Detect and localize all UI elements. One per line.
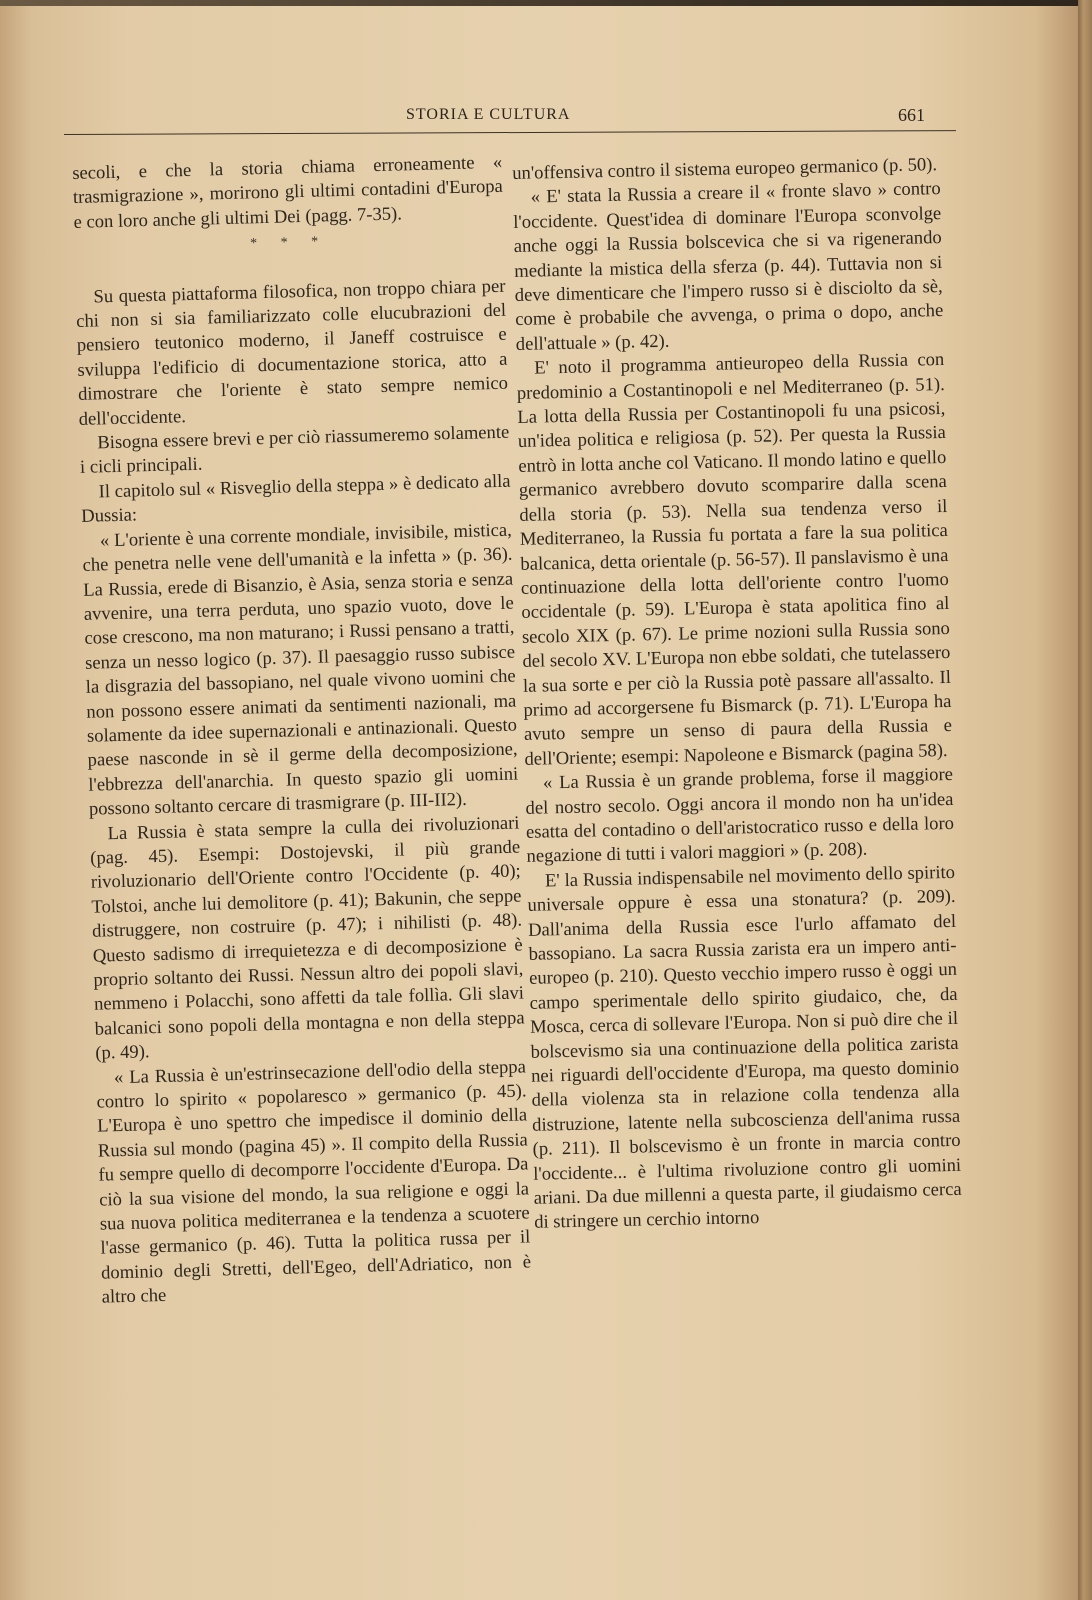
paragraph: « L'oriente è una corrente mondiale, invisibile, mistica, che penetra nelle vene dell'umanità e la infetta » (p. 36). La Russia, erede di Bisanzio, è Asia, senza storia e senza avvenire, una terra perduta, uno spazio vuoto, dove le cose crescono, ma non maturano; i Russi pensano a tratti, senza un nesso logico (p. 37). Il paesaggio russo subisce la disgrazia del bassopiano, nel quale vivono uomini che non possono essere animati da sentimenti nazionali, ma solamente da idee supernazionali e antinazionali. Questo paese nasconde in sè il germe della decomposizione, l'ebbrezza dell'anarchia. In questo spazio gli uomini possono soltanto cercare di trasmigrare (p. III-II2).	[82, 519, 519, 820]
paragraph: Su questa piattaforma filosofica, non troppo chiara per chi non si sia familiarizzato colle elucubrazioni del pensiero teutonico moderno, il Janeff costruisce e sviluppa l'edificio di documentazione storica, atto a dimostrare che l'oriente è stato sempre nemico dell'occidente.	[75, 275, 509, 430]
paragraph: La Russia è stata sempre la culla dei rivoluzionari (pag. 45). Esempi: Dostojevski, il più grande rivoluzionario dell'Oriente contro l'Occidente (p. 40); Tolstoi, anche lui demolitore (p. 41); Bakunin, che seppe distruggere, non costruire (p. 47); i nihilisti (p. 48). Questo sadismo di irrequietezza e di decomposizione è proprio soltanto dei Russi. Nessun altro dei popoli slavi, nemmeno i Polacchi, sono affetti da tale follìa. Gli slavi balcanici sono popoli della montagna e non della steppa (p. 49).	[89, 812, 525, 1064]
book-page	[0, 6, 1078, 1600]
paragraph: Bisogna essere brevi e per ciò riassumeremo solamente i cicli principali.	[79, 421, 510, 479]
section-title: STORIA E CULTURA	[406, 106, 571, 123]
left-column	[72, 151, 532, 1311]
paragraph: « La Russia è un grande problema, forse il maggiore del nostro secolo. Oggi ancora il mondo non ha un'idea esatta del contadino o dell'aristocratico russo e della loro negazione di tutti i valori maggiori » (p. 208).	[525, 764, 955, 868]
section-separator: * * *	[250, 234, 329, 252]
paragraph: E' la Russia indispensabile nel movimento dello spirito universale oppure è essa una stonatura? (p. 209). Dall'anima della Russia esce l'urlo affamato del bassopiano. La sacra Russia zarista era un impero anti-europeo (p. 210). Questo vecchio impero russo è oggi un campo sperimentale dello spirito giudaico, che, da Mosca, cerca di sollevare l'Europa. Non si può dire che il bolscevismo sia una continuazione della politica zarista nei riguardi dell'occidente d'Europa, ma questo dominio della violenza sta in relazione colla tendenza alla distruzione, latente nella subcoscienza dell'anima russa (p. 211). Il bolscevismo è un fronte in marcia contro l'occidente... è l'ultima rivoluzione contro gli uomini ariani. Da due millenni a questa parte, il giudaismo cerca di stringere un cerchio intorno	[527, 861, 962, 1234]
page-number: 661	[898, 105, 925, 125]
running-head	[0, 104, 1078, 128]
header-rule	[64, 130, 956, 135]
paragraph: E' noto il programma antieuropeo della Russia con predominio a Costantinopoli e nel Mediterraneo (p. 51). La lotta della Russia per Costantinopoli fu una psicosi, un'idea politica e religiosa (p. 52). Per questa la Russia entrò in lotta anche col Vaticano. Il mondo latino e quello germanico avrebbero dovuto scomparire dalla scena della storia (p. 53). Nella sua tendenza verso il Mediterraneo, la Russia fu portata a fare la sua politica balcanica, detta orientale (p. 56-57). Il panslavismo è una continuazione della lotta dell'oriente contro l'uomo occidentale (p. 59). L'Europa è stata apolitica fino al secolo XIX (p. 67). Le prime nozioni sulla Russia sono del secolo XV. L'Europa non ebbe soldati, che tutelassero la sua sorte e per ciò la Russia potè passare all'assalto. Il primo ad accorgersene fu Bismarck (p. 71). L'Europa ha avuto sempre un senso di paura della Russia e dell'Oriente; esempi: Napoleone e Bismarck (pagina 58).	[516, 349, 953, 770]
page-edge	[1078, 0, 1092, 1600]
paragraph: secoli, e che la storia chiama erroneamente « trasmigrazione », morirono gli ultimi contadini d'Europa e con loro anche gli ultimi Dei (pagg. 7-35).	[72, 151, 504, 233]
paragraph: un'offensiva contro il sistema europeo germanico (p. 50).	[512, 154, 938, 184]
paragraph: « E' stata la Russia a creare il « fronte slavo » contro l'occidente. Quest'idea di dominare l'Europa sconvolge anche oggi la Russia bolscevica che si va rigenerando mediante la mistica della sferza (p. 44). Tuttavia non si deve dimenticare che l'impero russo si è disciolto da sè, come è probabile che avvenga, o prima o dopo, anche dell'attuale » (p. 42).	[513, 178, 944, 355]
paragraph: Il capitolo sul « Risveglio della steppa » è dedicato alla Dussia:	[81, 470, 511, 528]
right-column	[512, 153, 962, 1236]
paragraph: « La Russia è un'estrinsecazione dell'odio della steppa contro lo spirito « popolaresco » germanico (p. 45). L'Europa è uno spettro che impedisce il dominio della Russia sul mondo (pagina 45) ». Il compito della Russia fu sempre quello di decomporre l'occidente d'Europa. Da ciò la sua visione del mondo, la sua religione e oggi la sua nuova politica mediterranea e la tendenza a scuotere l'asse germanico (p. 46). Tutta la politica russa per il dominio degli Stretti, dell'Egeo, dell'Adriatico, non è altro che	[96, 1056, 532, 1308]
